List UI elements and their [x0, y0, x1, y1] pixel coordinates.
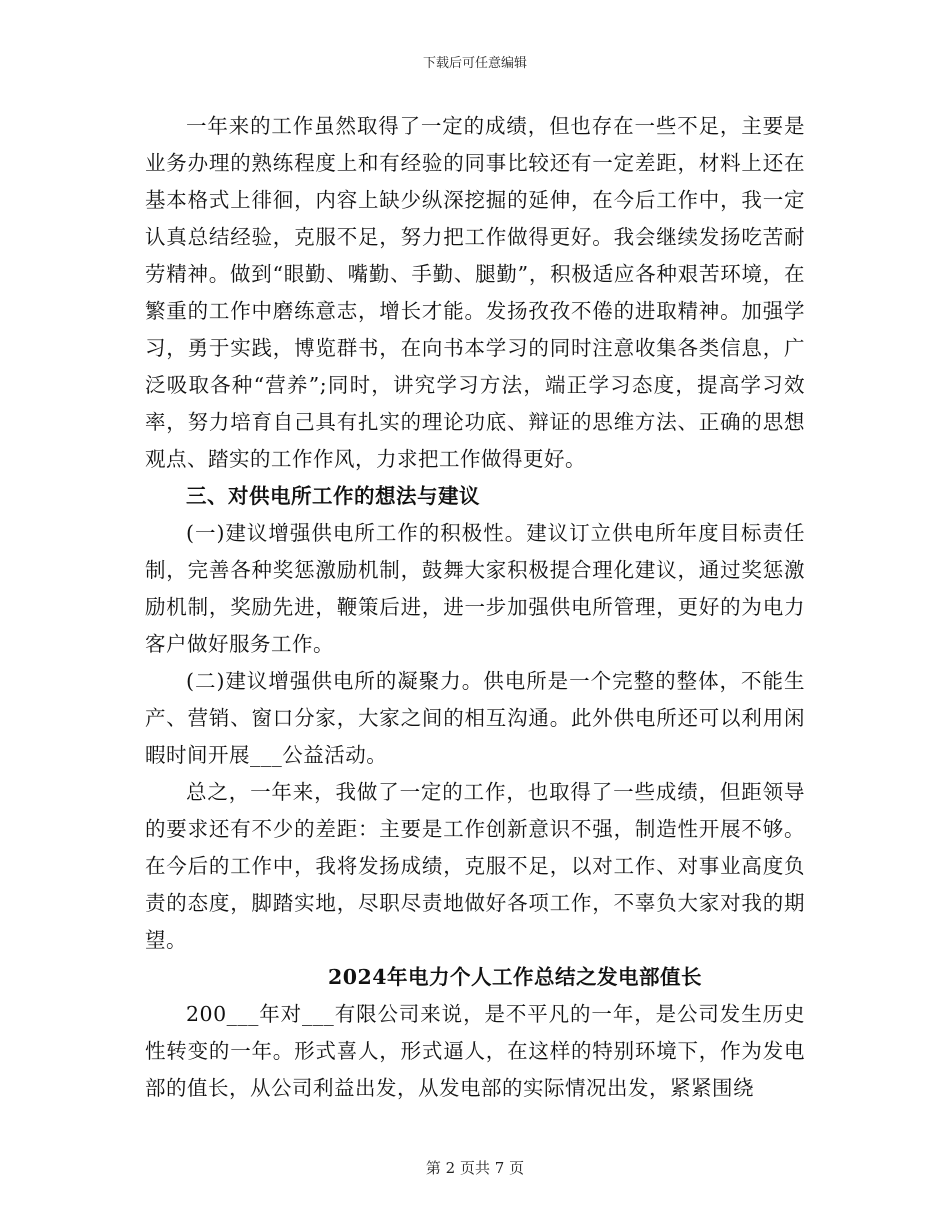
paragraph-suggestion-2: (二)建议增强供电所的凝聚力。供电所是一个完整的整体，不能生产、营销、窗口分家，大家之间的相互沟通。此外供电所还可以利用闲暇时间开展___公益活动。 — [145, 669, 805, 767]
paragraph-conclusion: 总之，一年来，我做了一定的工作，也取得了一些成绩，但距领导的要求还有不少的差距：主要是工作创新意识不强，制造性开展不够。在今后的工作中，我将发扬成绩，克服不足，以对工作、对事业高度负责的态度，脚踏实地，尽职尽责地做好各项工作，不辜负大家对我的期望。 — [145, 780, 805, 952]
document-body — [145, 108, 805, 1107]
document-title: 2024年电力个人工作总结之发电部值长 — [327, 965, 703, 989]
section-heading-suggestions: 三、对供电所工作的想法与建议 — [186, 484, 480, 508]
paragraph-shortcomings: 一年来的工作虽然取得了一定的成绩，但也存在一些不足，主要是业务办理的熟练程度上和有经验的同事比较还有一定差距，材料上还在基本格式上徘徊，内容上缺少纵深挖掘的延伸，在今后工作中，我一定认真总结经验，克服不足，努力把工作做得更好。我会继续发扬吃苦耐劳精神。做到“眼勤、嘴勤、手勤、腿勤”，积极适应各种艰苦环境，在繁重的工作中磨练意志，增长才能。发扬孜孜不倦的进取精神。加强学习，勇于实践，博览群书，在向书本学习的同时注意收集各类信息，广泛吸取各种“营养”;同时，讲究学习方法，端正学习态度，提高学习效率，努力培育自己具有扎实的理论功底、辩证的思维方法、正确的思想观点、踏实的工作作风，力求把工作做得更好。 — [145, 114, 805, 471]
paragraph-intro: 200___年对___有限公司来说，是不平凡的一年，是公司发生历史性转变的一年。形式喜人，形式逼人，在这样的特别环境下，作为发电部的值长，从公司利益出发，从发电部的实际情况出发，紧紧围绕 — [145, 1002, 805, 1100]
paragraph-suggestion-1: (一)建议增强供电所工作的积极性。建议订立供电所年度目标责任制，完善各种奖惩激励机制，鼓舞大家积极提合理化建议，通过奖惩激励机制，奖励先进，鞭策后进，进一步加强供电所管理，更好的为电力客户做好服务工作。 — [145, 521, 805, 656]
page-header: 下载后可任意编辑 — [422, 56, 527, 71]
page-number-footer: 第 2 页共 7 页 — [425, 1159, 525, 1177]
